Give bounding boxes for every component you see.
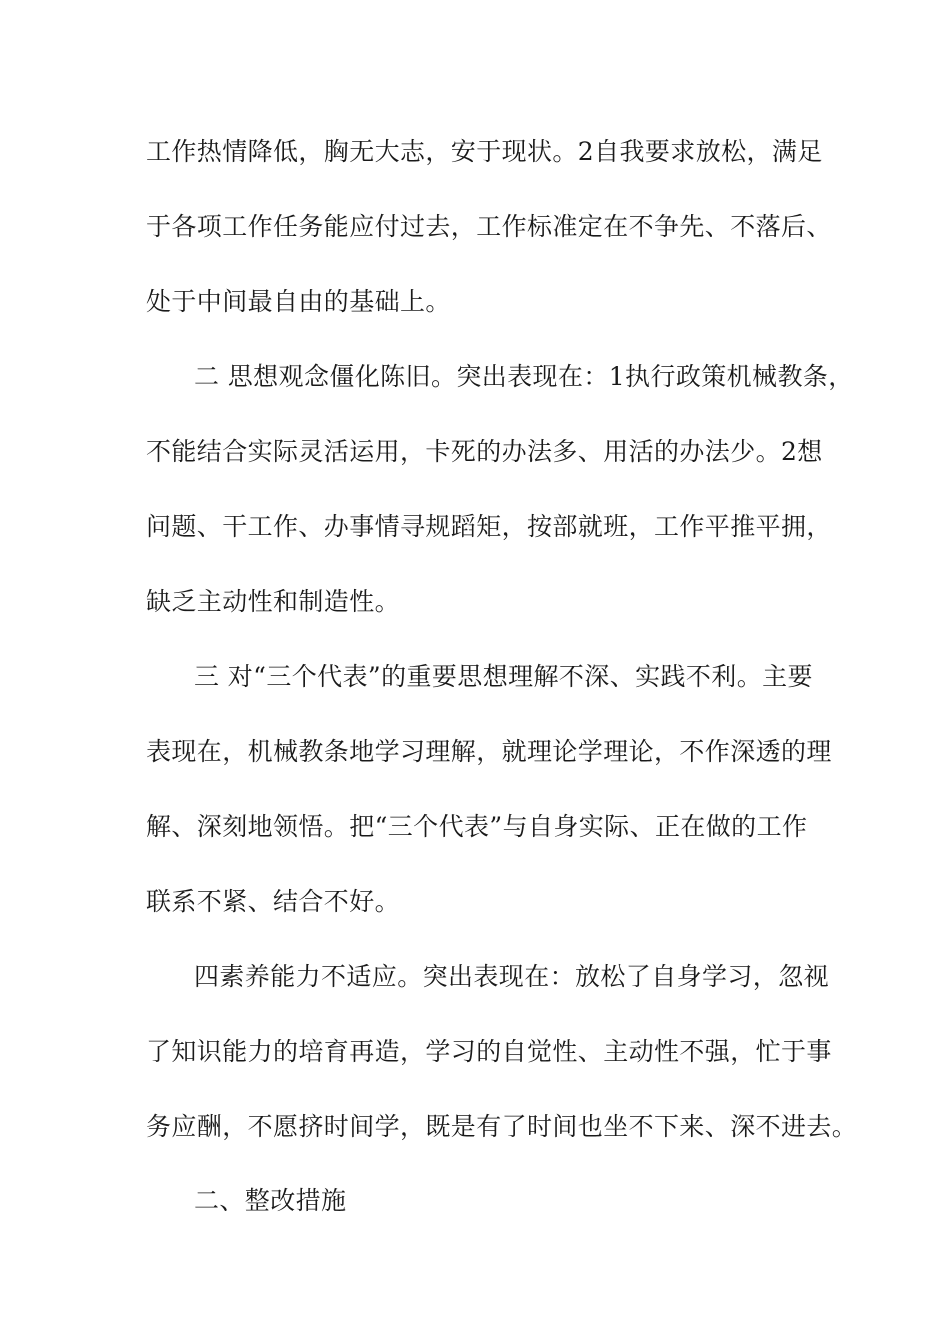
text-line: 缺乏主动性和制造性。 [146, 587, 401, 616]
paragraph-heading-4: 四素养能力不适应。突出表现在：放松了自身学习，忽视 [194, 962, 830, 991]
text-line: 务应酬，不愿挤时间学，既是有了时间也坐不下来、深不进去。 [146, 1112, 858, 1141]
paragraph-heading-2: 二 思想观念僵化陈旧。突出表现在：1执行政策机械教条， [194, 362, 854, 391]
text-line: 处于中间最自由的基础上。 [146, 287, 451, 316]
text-line: 不能结合实际灵活运用，卡死的办法多、用活的办法少。2想 [146, 437, 823, 466]
text-line: 解、深刻地领悟。把“三个代表”与自身实际、正在做的工作 [146, 812, 808, 841]
text-line: 联系不紧、结合不好。 [146, 887, 401, 916]
text-line: 工作热情降低，胸无大志，安于现状。2自我要求放松，满足 [146, 137, 823, 166]
text-line: 表现在，机械教条地学习理解，就理论学理论，不作深透的理 [146, 737, 832, 766]
text-line: 于各项工作任务能应付过去，工作标准定在不争先、不落后、 [146, 212, 832, 241]
text-line: 了知识能力的培育再造，学习的自觉性、主动性不强，忙于事 [146, 1037, 832, 1066]
text-line: 问题、干工作、办事情寻规蹈矩，按部就班，工作平推平拥， [146, 512, 832, 541]
section-heading: 二、整改措施 [194, 1186, 347, 1215]
paragraph-heading-3: 三 对“三个代表”的重要思想理解不深、实践不利。主要 [194, 662, 813, 691]
